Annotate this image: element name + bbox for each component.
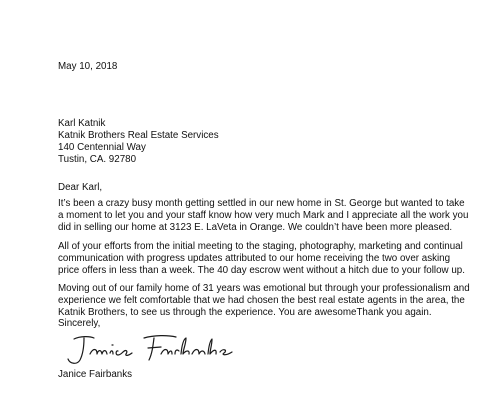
paragraph-line: experience we felt comfortable that we had chosen the best real estate agents in the area, the: [58, 295, 465, 306]
handwritten-signature: [60, 330, 245, 370]
closing: Sincerely,: [58, 318, 101, 329]
body-paragraph: [58, 198, 478, 234]
salutation: Dear Karl,: [58, 182, 103, 193]
signer-name: Janice Fairbanks: [58, 369, 133, 380]
paragraph-line: communication with progress updates attributed to our home receiving the two over asking: [58, 253, 451, 264]
paragraph-line: Moving out of our family home of 31 years was emotional but through your professionalism and: [58, 283, 470, 294]
paragraph-line: price offers in less than a week. The 40 day escrow went without a hitch due to your follow up.: [58, 265, 465, 276]
body-paragraph: [58, 283, 478, 319]
paragraph-line: a moment to let you and your staff know how very much Mark and I appreciate all the work you: [58, 210, 469, 221]
recipient-city: Tustin, CA. 92780: [58, 154, 137, 165]
paragraph-line: It’s been a crazy busy month getting settled in our new home in St. George but wanted to take: [58, 198, 465, 209]
recipient-street: 140 Centennial Way: [58, 142, 146, 153]
recipient-company: Katnik Brothers Real Estate Services: [58, 130, 219, 141]
paragraph-line: did in selling our home at 3123 E. LaVeta in Orange. We couldn’t have been more pleased.: [58, 222, 453, 233]
letter-date: May 10, 2018: [58, 61, 118, 72]
paragraph-line: Katnik Brothers, to see us through the experience. You are awesomeThank you again.: [58, 307, 432, 318]
body-paragraph: [58, 241, 478, 277]
paragraph-line: All of your efforts from the initial meeting to the staging, photography, marketing and continual: [58, 241, 463, 252]
recipient-name: Karl Katnik: [58, 118, 106, 129]
